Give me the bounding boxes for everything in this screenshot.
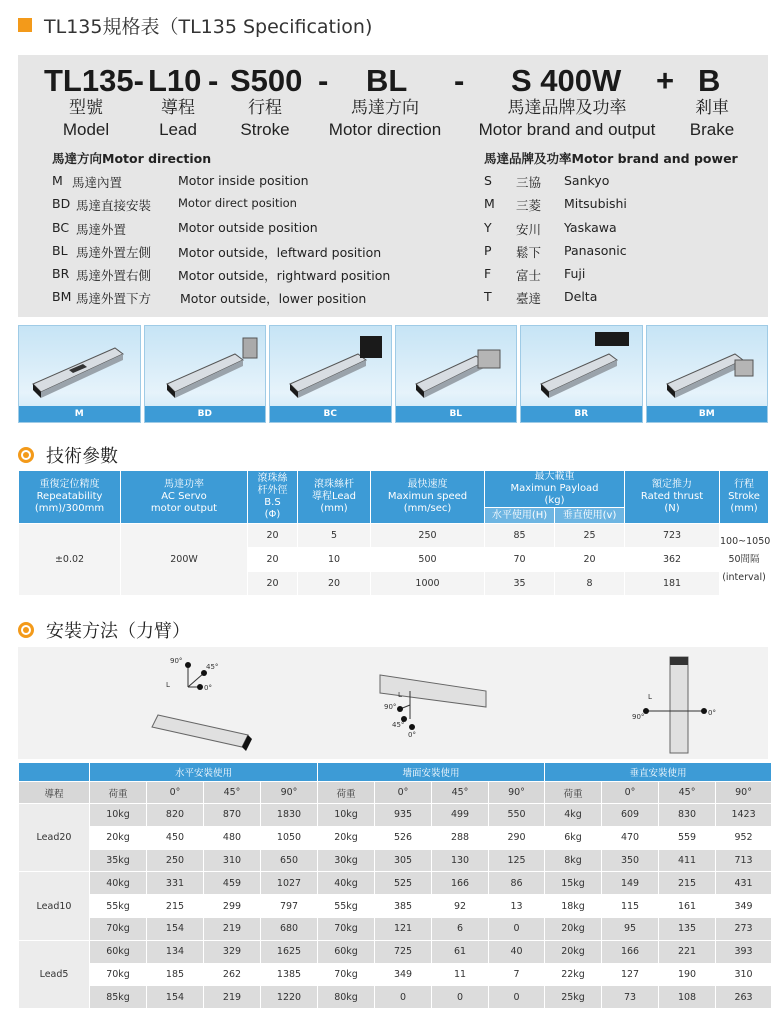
table-cell: 20kg bbox=[318, 826, 375, 849]
table-cell: 60kg bbox=[318, 940, 375, 963]
code-brake: B bbox=[698, 63, 721, 98]
svg-text:45°: 45° bbox=[392, 721, 405, 729]
cell-stroke: 100~1050 50間隔 (interval) bbox=[720, 524, 769, 596]
table-row bbox=[19, 826, 772, 849]
table-cell: 215 bbox=[147, 895, 204, 918]
table-row: ±0.02 200W 20 5 250 85 25 723 100~1050 50間隔 (interval) bbox=[19, 524, 769, 548]
label-brake: 剎車 Brake bbox=[689, 98, 735, 139]
motor-brand-item: M 三菱 Mitsubishi bbox=[484, 196, 627, 213]
table-cell: 288 bbox=[432, 826, 489, 849]
code-stroke: S500 bbox=[230, 63, 303, 98]
motor-direction-item: BL 馬達外置左側 Motor outside，leftward position bbox=[52, 243, 382, 260]
header-thrust: 額定推力 Rated thrust (N) bbox=[625, 471, 720, 524]
table-cell: 125 bbox=[489, 849, 545, 872]
table-cell: 273 bbox=[716, 917, 772, 940]
lead-cell: Lead20 bbox=[19, 804, 90, 872]
table-cell: 60kg bbox=[90, 940, 147, 963]
table-cell: 70kg bbox=[90, 963, 147, 986]
motor-brand-item: F 富士 Fuji bbox=[484, 266, 586, 283]
header-speed: 最快速度 Maximun speed (mm/sec) bbox=[371, 471, 485, 524]
header-lead: 滾珠絲杆 導程Lead (mm) bbox=[298, 471, 371, 524]
actuator-bm-image bbox=[647, 326, 767, 408]
table-cell: 55kg bbox=[318, 895, 375, 918]
photo-caption: BR bbox=[521, 406, 642, 422]
table-cell: 166 bbox=[602, 940, 659, 963]
table-cell: 725 bbox=[375, 940, 432, 963]
table-cell: 40kg bbox=[318, 872, 375, 895]
table-cell: 20kg bbox=[545, 917, 602, 940]
table-row bbox=[19, 804, 772, 827]
table-cell: 20kg bbox=[545, 940, 602, 963]
table-cell: 6kg bbox=[545, 826, 602, 849]
table-cell: 80kg bbox=[318, 986, 375, 1009]
photo-bd bbox=[144, 325, 267, 423]
table-cell: 22kg bbox=[545, 963, 602, 986]
svg-text:45°: 45° bbox=[206, 663, 219, 671]
header-wall-mount: 墻面安裝使用 bbox=[318, 763, 545, 782]
header-power: 馬達功率 AC Servo motor output bbox=[121, 471, 248, 524]
table-row: 20 10 500 70 20 362 bbox=[19, 548, 769, 572]
table-cell: 680 bbox=[261, 917, 318, 940]
table-cell: 411 bbox=[659, 849, 716, 872]
table-cell: 450 bbox=[147, 826, 204, 849]
label-motor-direction: 馬達方向 Motor direction bbox=[328, 98, 442, 139]
table-cell: 185 bbox=[147, 963, 204, 986]
table-cell: 35kg bbox=[90, 849, 147, 872]
tech-section-title: 技術參數 bbox=[18, 442, 118, 468]
table-cell: 40kg bbox=[90, 872, 147, 895]
header-payload: 最大載重 Maximun Payload (kg) bbox=[485, 471, 625, 508]
table-cell: 1027 bbox=[261, 872, 318, 895]
photo-caption: BL bbox=[396, 406, 517, 422]
motor-direction-item: M 馬達內置 Motor inside position bbox=[52, 173, 309, 190]
actuator-bd-image bbox=[145, 326, 265, 408]
table-cell: 650 bbox=[261, 849, 318, 872]
table-cell: 550 bbox=[489, 804, 545, 827]
table-cell: 8kg bbox=[545, 849, 602, 872]
motor-direction-item: BR 馬達外置右側 Motor outside，rightward position bbox=[52, 266, 391, 283]
table-cell: 115 bbox=[602, 895, 659, 918]
table-cell: 154 bbox=[147, 917, 204, 940]
table-cell: 10kg bbox=[90, 804, 147, 827]
table-cell: 108 bbox=[659, 986, 716, 1009]
table-cell: 713 bbox=[716, 849, 772, 872]
svg-text:0°: 0° bbox=[204, 684, 212, 692]
table-cell: 70kg bbox=[318, 963, 375, 986]
label-lead: 導程 Lead bbox=[159, 98, 197, 139]
svg-text:90°: 90° bbox=[170, 657, 183, 665]
table-cell: 127 bbox=[602, 963, 659, 986]
motor-brand-item: T 臺達 Delta bbox=[484, 289, 598, 306]
table-cell: 0 bbox=[489, 917, 545, 940]
page-title bbox=[18, 12, 372, 38]
table-cell: 820 bbox=[147, 804, 204, 827]
table-cell: 609 bbox=[602, 804, 659, 827]
table-cell: 459 bbox=[204, 872, 261, 895]
table-row bbox=[19, 917, 772, 940]
spec-code-box bbox=[18, 55, 768, 317]
table-cell: 135 bbox=[659, 917, 716, 940]
table-cell: 935 bbox=[375, 804, 432, 827]
motor-brand-heading: 馬達品牌及功率Motor brand and power bbox=[484, 151, 738, 166]
table-cell: 15kg bbox=[545, 872, 602, 895]
photo-m bbox=[18, 325, 141, 423]
table-cell: 130 bbox=[432, 849, 489, 872]
table-cell: 20kg bbox=[90, 826, 147, 849]
table-cell: 121 bbox=[375, 917, 432, 940]
table-cell: 0 bbox=[489, 986, 545, 1009]
table-cell: 25kg bbox=[545, 986, 602, 1009]
table-cell: 55kg bbox=[90, 895, 147, 918]
code-model: TL135- bbox=[44, 63, 144, 98]
table-cell: 349 bbox=[375, 963, 432, 986]
photo-caption: BM bbox=[647, 406, 768, 422]
table-cell: 1220 bbox=[261, 986, 318, 1009]
table-cell: 310 bbox=[204, 849, 261, 872]
table-cell: 61 bbox=[432, 940, 489, 963]
table-cell: 166 bbox=[432, 872, 489, 895]
mounting-illustration bbox=[18, 647, 768, 759]
table-cell: 310 bbox=[716, 963, 772, 986]
svg-text:0°: 0° bbox=[408, 731, 416, 739]
table-cell: 190 bbox=[659, 963, 716, 986]
header-bs: 滾珠絲 杆外徑 B.S (Φ) bbox=[248, 471, 298, 524]
motor-direction-item: BC 馬達外置 Motor outside position bbox=[52, 220, 318, 237]
header-stroke: 行程 Stroke (mm) bbox=[720, 471, 769, 524]
title-bullet-icon bbox=[18, 18, 32, 32]
table-cell: 11 bbox=[432, 963, 489, 986]
section-bullet-icon bbox=[18, 622, 34, 638]
lead-cell: Lead5 bbox=[19, 940, 90, 1008]
table-cell: 262 bbox=[204, 963, 261, 986]
svg-text:L: L bbox=[398, 691, 402, 699]
code-lead: L10 bbox=[148, 63, 202, 98]
load-moment-table bbox=[18, 762, 772, 1009]
table-cell: 13 bbox=[489, 895, 545, 918]
tech-spec-table bbox=[18, 470, 769, 596]
table-row bbox=[19, 940, 772, 963]
model-code bbox=[18, 63, 768, 101]
table-cell: 329 bbox=[204, 940, 261, 963]
table-row: 20 20 1000 35 8 181 bbox=[19, 572, 769, 596]
table-cell: 431 bbox=[716, 872, 772, 895]
vertical-mount-diagram bbox=[632, 657, 716, 753]
actuator-m-image bbox=[19, 326, 139, 408]
table-cell: 331 bbox=[147, 872, 204, 895]
table-cell: 6 bbox=[432, 917, 489, 940]
table-cell: 73 bbox=[602, 986, 659, 1009]
table-cell: 870 bbox=[204, 804, 261, 827]
code-dash: - bbox=[208, 63, 219, 98]
svg-text:90°: 90° bbox=[632, 713, 645, 721]
photo-caption: M bbox=[19, 406, 140, 422]
table-cell: 299 bbox=[204, 895, 261, 918]
table-cell: 1830 bbox=[261, 804, 318, 827]
motor-direction-item: BM 馬達外置下方 Motor outside，lower position bbox=[52, 289, 367, 306]
code-dash: - bbox=[454, 63, 465, 98]
header-vertical: 垂直使用(v) bbox=[555, 508, 625, 524]
table-cell: 0 bbox=[375, 986, 432, 1009]
table-cell: 350 bbox=[602, 849, 659, 872]
table-cell: 215 bbox=[659, 872, 716, 895]
code-motor-brand: S 400W bbox=[511, 63, 622, 98]
table-cell: 92 bbox=[432, 895, 489, 918]
table-cell: 499 bbox=[432, 804, 489, 827]
motor-direction-heading: 馬達方向Motor direction bbox=[52, 151, 212, 166]
table-cell: 305 bbox=[375, 849, 432, 872]
code-plus: + bbox=[656, 63, 675, 98]
photo-bl bbox=[395, 325, 518, 423]
svg-text:L: L bbox=[166, 681, 170, 689]
code-motor-direction: BL bbox=[366, 63, 408, 98]
table-cell: 4kg bbox=[545, 804, 602, 827]
actuator-bl-image bbox=[396, 326, 516, 408]
label-motor-brand: 馬達品牌及功率 Motor brand and output bbox=[478, 98, 656, 139]
motor-brand-item: P 鬆下 Panasonic bbox=[484, 243, 627, 260]
cell-power: 200W bbox=[121, 524, 248, 596]
table-cell: 10kg bbox=[318, 804, 375, 827]
table-cell: 349 bbox=[716, 895, 772, 918]
table-cell: 85kg bbox=[90, 986, 147, 1009]
table-cell: 1385 bbox=[261, 963, 318, 986]
table-subheader-row: 導程 荷重 0° 45° 90° 荷重 0° 45° 90° 荷重 0° 45° 90° bbox=[19, 782, 772, 804]
actuator-bc-image bbox=[270, 326, 390, 408]
table-cell: 219 bbox=[204, 986, 261, 1009]
lead-cell: Lead10 bbox=[19, 872, 90, 940]
table-cell: 1050 bbox=[261, 826, 318, 849]
photo-bm bbox=[646, 325, 769, 423]
table-cell: 263 bbox=[716, 986, 772, 1009]
table-cell: 1625 bbox=[261, 940, 318, 963]
svg-text:90°: 90° bbox=[384, 703, 397, 711]
actuator-br-image bbox=[521, 326, 641, 408]
table-cell: 250 bbox=[147, 849, 204, 872]
table-row bbox=[19, 895, 772, 918]
svg-text:L: L bbox=[648, 693, 652, 701]
header-horizontal-mount: 水平安裝使用 bbox=[90, 763, 318, 782]
load-table-body bbox=[19, 804, 772, 1009]
header-vertical-mount: 垂直安裝使用 bbox=[545, 763, 772, 782]
table-cell: 480 bbox=[204, 826, 261, 849]
photo-br bbox=[520, 325, 643, 423]
mount-section-title: 安裝方法（力臂） bbox=[18, 617, 190, 643]
wall-mount-diagram bbox=[380, 675, 486, 739]
table-cell: 18kg bbox=[545, 895, 602, 918]
svg-text:0°: 0° bbox=[708, 709, 716, 717]
motor-brand-item: Y 安川 Yaskawa bbox=[484, 220, 617, 237]
table-cell: 221 bbox=[659, 940, 716, 963]
horizontal-mount-diagram bbox=[152, 657, 252, 751]
table-row bbox=[19, 849, 772, 872]
table-cell: 30kg bbox=[318, 849, 375, 872]
table-cell: 154 bbox=[147, 986, 204, 1009]
table-row bbox=[19, 872, 772, 895]
motor-brand-item: S 三協 Sankyo bbox=[484, 173, 610, 190]
table-cell: 290 bbox=[489, 826, 545, 849]
table-cell: 1423 bbox=[716, 804, 772, 827]
table-cell: 526 bbox=[375, 826, 432, 849]
photo-caption: BC bbox=[270, 406, 391, 422]
table-cell: 86 bbox=[489, 872, 545, 895]
photo-bc bbox=[269, 325, 392, 423]
table-row bbox=[19, 963, 772, 986]
table-cell: 525 bbox=[375, 872, 432, 895]
table-cell: 70kg bbox=[90, 917, 147, 940]
mounting-diagrams bbox=[18, 647, 768, 759]
product-photo-strip bbox=[18, 325, 768, 423]
photo-caption: BD bbox=[145, 406, 266, 422]
table-row bbox=[19, 986, 772, 1009]
table-cell: 952 bbox=[716, 826, 772, 849]
label-model: 型號 Model bbox=[62, 98, 110, 139]
motor-direction-item: BD 馬達直接安裝 Motor direct position bbox=[52, 196, 297, 213]
table-cell: 161 bbox=[659, 895, 716, 918]
section-bullet-icon bbox=[18, 447, 34, 463]
table-cell: 797 bbox=[261, 895, 318, 918]
table-cell: 830 bbox=[659, 804, 716, 827]
label-stroke: 行程 Stroke bbox=[240, 98, 290, 139]
code-dash: - bbox=[318, 63, 329, 98]
page-title-text: TL135規格表（TL135 Specification) bbox=[44, 15, 373, 38]
table-cell: 95 bbox=[602, 917, 659, 940]
table-cell: 40 bbox=[489, 940, 545, 963]
table-cell: 0 bbox=[432, 986, 489, 1009]
table-cell: 7 bbox=[489, 963, 545, 986]
table-cell: 149 bbox=[602, 872, 659, 895]
header-horizontal: 水平使用(H) bbox=[485, 508, 555, 524]
cell-repeatability: ±0.02 bbox=[19, 524, 121, 596]
table-cell: 559 bbox=[659, 826, 716, 849]
table-cell: 70kg bbox=[318, 917, 375, 940]
table-cell: 470 bbox=[602, 826, 659, 849]
table-cell: 134 bbox=[147, 940, 204, 963]
table-cell: 393 bbox=[716, 940, 772, 963]
table-cell: 219 bbox=[204, 917, 261, 940]
header-repeatability: 重復定位精度 Repeatability (mm)/300mm bbox=[19, 471, 121, 524]
table-cell: 385 bbox=[375, 895, 432, 918]
